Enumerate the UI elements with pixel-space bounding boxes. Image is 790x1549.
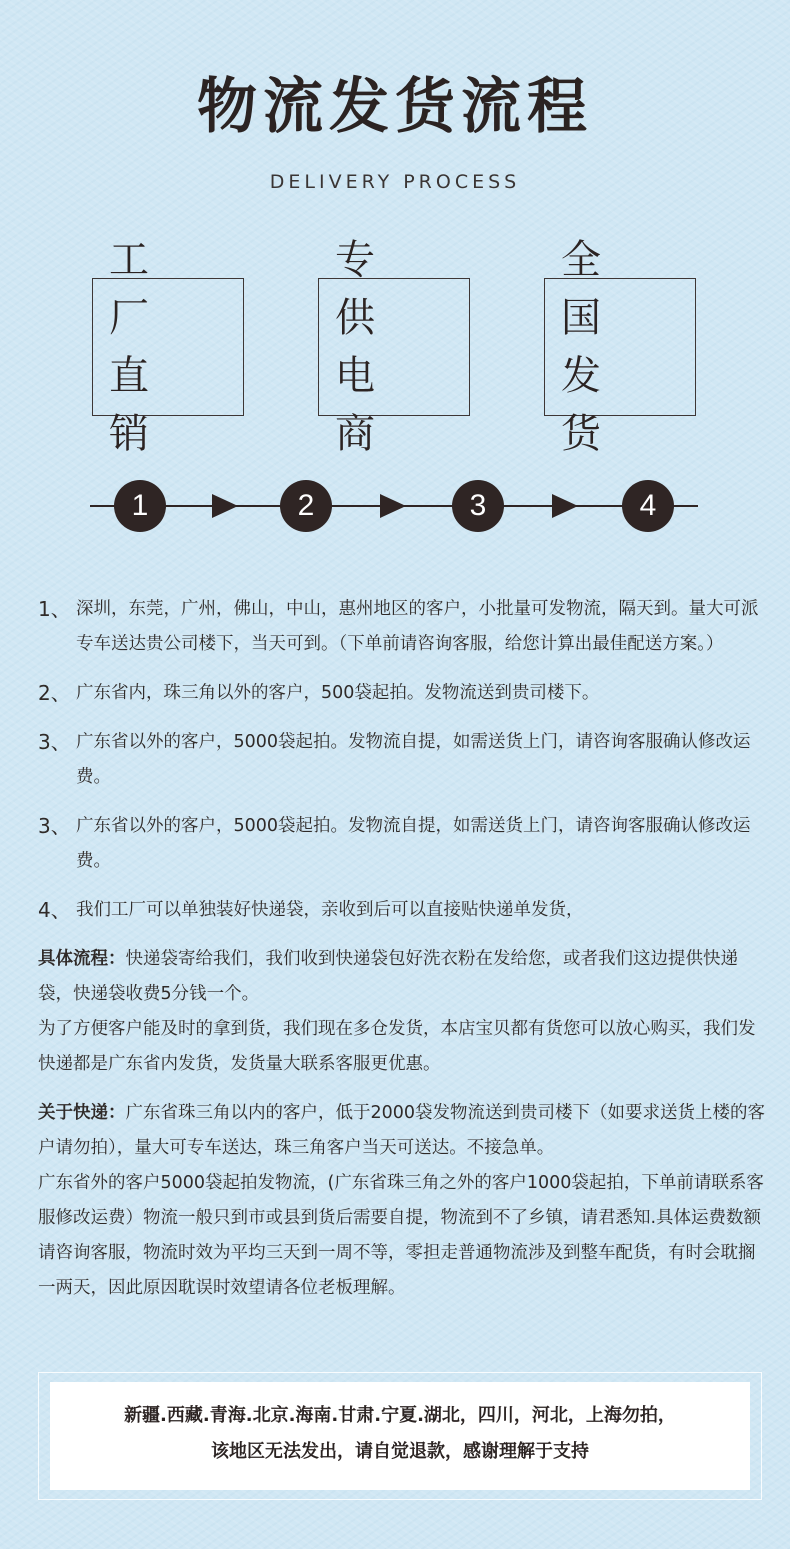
express-section [38,1096,768,1306]
list-item [38,893,768,928]
feature-line: 专 供 [335,237,391,341]
page-subtitle: DELIVERY PROCESS [269,171,521,193]
item-text: 广东省内，珠三角以外的客户，500袋起拍。发物流送到贵司楼下。 [76,683,600,703]
arrow-right-icon [552,494,578,518]
item-text: 深圳，东莞，广州，佛山，中山，惠州地区的客户，小批量可发物流，隔天到。量大可派专车送达贵公司楼下，当天可到。（下单前请咨询客服，给您计算出最佳配送方案。） [76,599,759,654]
process-text-2: 为了方便客户能及时的拿到货，我们现在多仓发货，本店宝贝都有货您可以放心购买，我们发快递都是广东省内发货，发货量大联系客服更优惠。 [38,1019,756,1074]
item-text: 广东省以外的客户，5000袋起拍。发物流自提，如需送货上门，请咨询客服确认修改运费。 [76,816,751,871]
step-timeline [0,470,790,550]
item-text: 广东省以外的客户，5000袋起拍。发物流自提，如需送货上门，请咨询客服确认修改运费。 [76,732,751,787]
process-text: 快递袋寄给我们，我们收到快递袋包好洗衣粉在发给您，或者我们这边提供快递袋，快递袋收费5分钱一个。 [38,949,738,1004]
express-label: 关于快递： [38,1103,126,1123]
item-text: 我们工厂可以单独装好快递袋，亲收到后可以直接贴快递单发货， [76,900,584,920]
list-item [38,676,768,711]
feature-line: 工 厂 [109,237,165,341]
process-label: 具体流程： [38,949,126,969]
item-index: 3、 [38,730,71,754]
item-index: 1、 [38,597,71,621]
feature-line: 全 国 [561,237,617,341]
notice-box [50,1382,750,1490]
step-3-circle: 3 [452,480,504,532]
express-text-2: 广东省外的客户5000袋起拍发物流，(广东省珠三角之外的客户1000袋起拍，下单前请联系客服修改运费）物流一般只到市或县到货后需要自提，物流到不了乡镇，请君悉知.具体运费数额请咨询客服，物流时效为平均三天到一周不等，零担走普通物流涉及到整车配货，有时会耽搁一两天，因此原因耽误时效望请各位老板理解。 [38,1173,764,1298]
feature-line: 发 货 [561,353,617,457]
item-index: 2、 [38,681,71,705]
feature-box-nationwide [544,237,696,457]
item-index: 3、 [38,814,71,838]
process-section [38,942,768,1082]
page-title: 物流发货流程 [197,72,593,142]
notice-line-1: 新疆.西藏.青海.北京.海南.甘肃.宁夏.湖北，四川，河北，上海勿拍， [124,1405,676,1426]
notice-line-2: 该地区无法发出，请自觉退款，感谢理解于支持 [211,1441,589,1462]
feature-line: 直 销 [109,353,165,457]
step-1-circle: 1 [114,480,166,532]
list-item [38,592,768,662]
step-2-circle: 2 [280,480,332,532]
step-4-circle: 4 [622,480,674,532]
arrow-right-icon [380,494,406,518]
arrow-right-icon [212,494,238,518]
item-index: 4、 [38,898,71,922]
feature-box-ecommerce [318,237,470,457]
feature-line: 电 商 [335,353,391,457]
info-content [38,592,768,1320]
feature-box-factory [92,237,244,457]
express-text: 广东省珠三角以内的客户，低于2000袋发物流送到贵司楼下（如要求送货上楼的客户请勿拍），量大可专车送达，珠三角客户当天可送达。不接急单。 [38,1103,766,1158]
list-item [38,809,768,879]
list-item [38,725,768,795]
